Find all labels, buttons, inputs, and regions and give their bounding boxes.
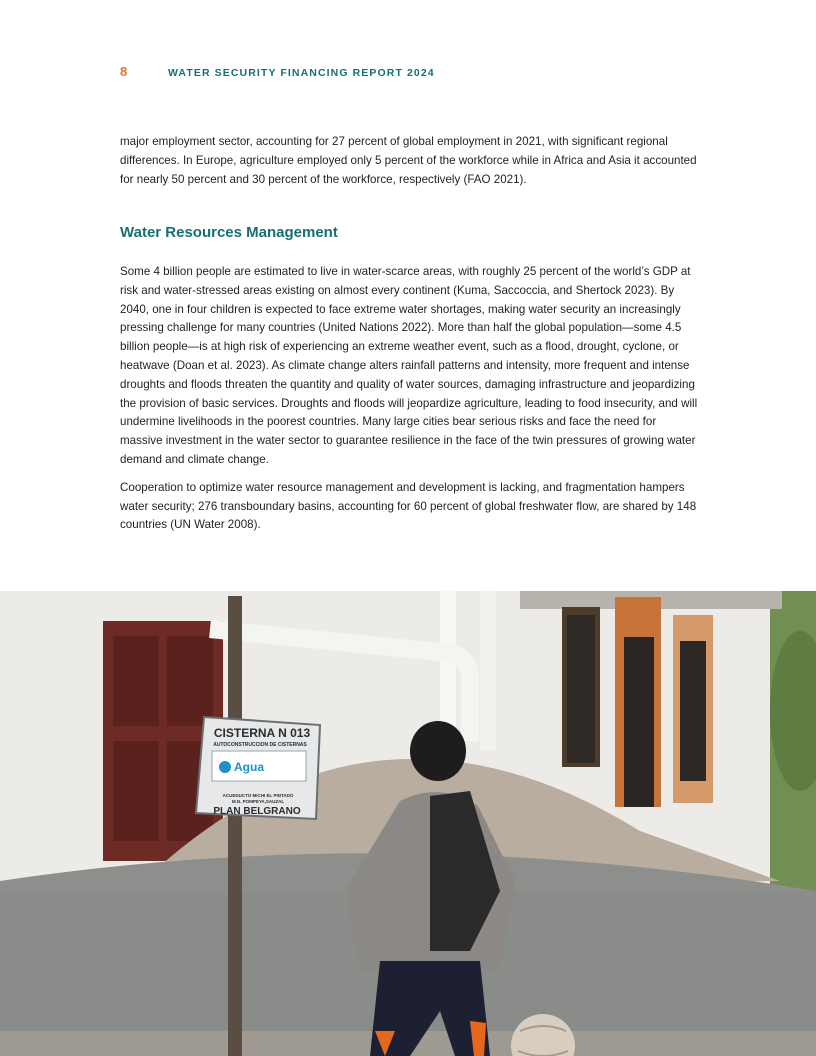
sign-line-5: PLAN BELGRANO: [213, 806, 301, 817]
section-paragraph-1: Some 4 billion people are estimated to live in water-scarce areas, with roughly 25 percent of the world’s GDP at risk and water-stressed areas existing on almost every continent (Kuma, Saccoccia, and Shertock 2023). By 2040, one in four children is expected to face extreme water shortages, making water security an increasingly pressing challenge for many countries (United Nations 2022). More than half the global population—some 4.5 billion people—is at high risk of experiencing an extreme weather event, such as a flood, drought, cyclone, or heatwave (Doan et al. 2023). As climate change alters rainfall patterns and intensity, more frequent and intense droughts and floods threaten the quantity and quality of water sources, damaging infrastructure and jeopardizing the provision of basic services. Droughts and floods will jeopardize agriculture, leading to food insecurity, and will undermine livelihoods in the poorest countries. Many large cities bear serious risks and face the need for massive investment in the water sector to guarantee resilience in the face of the twin pressures of growing water demand and climate change.: [120, 265, 698, 466]
report-title: WATER SECURITY FINANCING REPORT 2024: [168, 67, 435, 79]
page-number: 8: [120, 64, 128, 79]
sign-line-1: CISTERNA N 013: [213, 726, 311, 740]
section-body: [120, 263, 700, 535]
photo-child-playing-football: [0, 591, 816, 1056]
section-paragraph-2: Cooperation to optimize water resource management and development is lacking, and fragmentation hampers water security; 276 transboundary basins, accounting for 60 percent of global freshwater flow, are shared by 148 countries (UN Water 2008).: [120, 480, 697, 532]
intro-paragraph: major employment sector, accounting for 27 percent of global employment in 2021, with significant regional differences. In Europe, agriculture employed only 5 percent of the workforce while in Africa and Asia it accounted for nearly 50 percent and 30 percent of the workforce, respectively (FAO 2021).: [120, 135, 697, 186]
sign-logo: Agua: [234, 760, 264, 774]
cistern-sign: [196, 717, 320, 819]
sign-line-3: ACUEDUCTO MICHI EL PINTADO: [222, 793, 294, 798]
page-header: [120, 64, 435, 79]
intro-paragraph-block: [120, 133, 700, 189]
sign-line-4: M.N. POMPEYA,SAUZAL: [231, 799, 285, 804]
sign-line-2: AUTOCONSTRUCCION DE CISTERNAS: [213, 742, 307, 748]
section-heading: Water Resources Management: [120, 224, 338, 241]
